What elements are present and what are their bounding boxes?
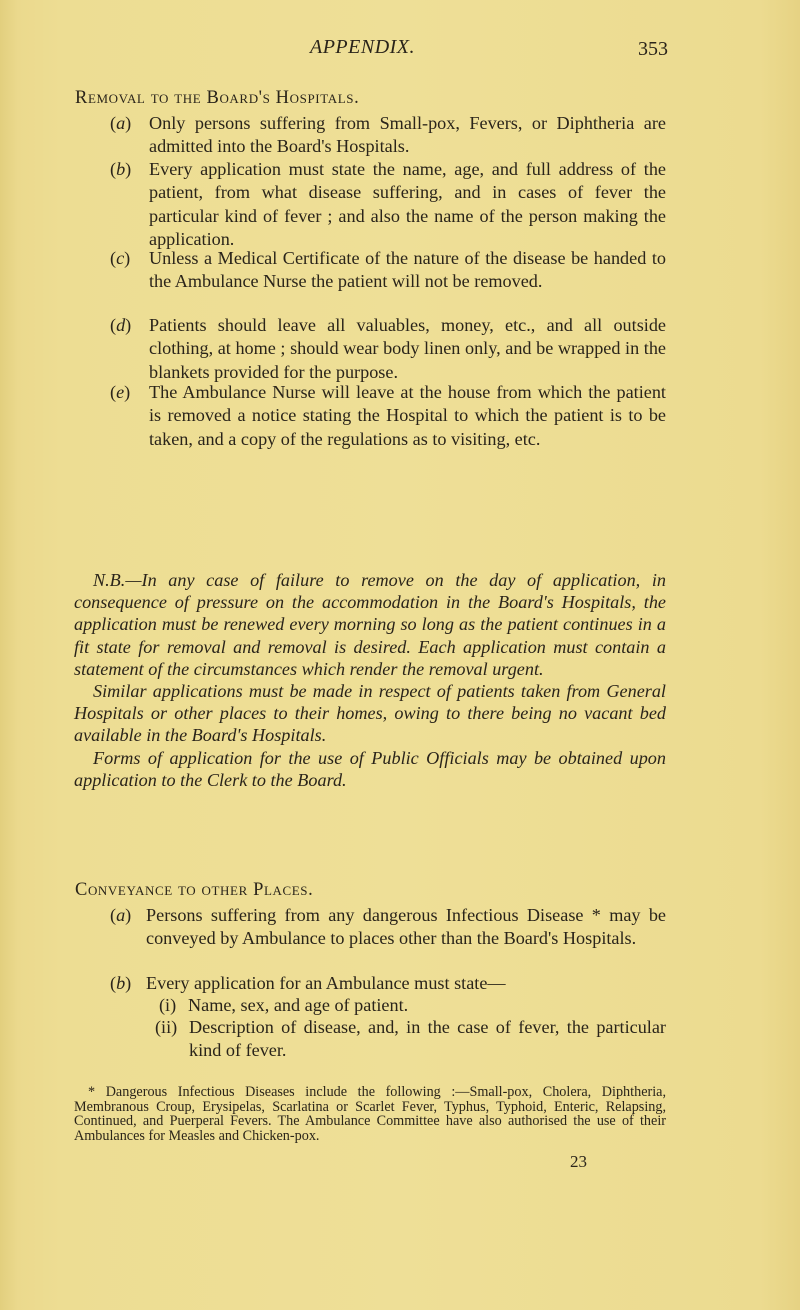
notes-block bbox=[74, 569, 666, 791]
footnote bbox=[74, 1085, 666, 1143]
clause-label: (b) bbox=[110, 159, 132, 179]
clause-text: Persons suffering from any dangerous Infectious Disease * may be conveyed by Ambulance to places other than the Board's Hospitals. bbox=[146, 905, 666, 949]
clause-label: (a) bbox=[110, 905, 132, 925]
removal-clause-e bbox=[110, 381, 666, 451]
subclause-text: Name, sex, and age of patient. bbox=[188, 995, 409, 1015]
clause-text: Unless a Medical Certificate of the nature of the disease be handed to the Ambulance Nurse the patient will not be removed. bbox=[149, 248, 666, 292]
clause-label: (a) bbox=[110, 113, 132, 133]
subclause-text bbox=[189, 1016, 666, 1061]
clause-label: (b) bbox=[110, 973, 132, 993]
subclause-label: (i) bbox=[159, 995, 177, 1015]
signature-mark bbox=[570, 1152, 587, 1172]
running-head bbox=[0, 36, 800, 66]
conveyance-subclause-ii bbox=[155, 1016, 666, 1061]
clause-label: (c) bbox=[110, 248, 131, 268]
subclause-text-body: Description of disease, and, in the case of fever, the particular kind of fever. bbox=[189, 1017, 666, 1060]
removal-clause-c bbox=[110, 247, 666, 294]
section-heading-conveyance: Conveyance to other Places. bbox=[75, 880, 314, 900]
section-heading-removal: Removal to the Board's Hospitals. bbox=[75, 88, 360, 108]
clause-label: (e) bbox=[110, 382, 131, 402]
clause-label: (d) bbox=[110, 315, 132, 335]
subclause-label: (ii) bbox=[155, 1017, 178, 1037]
conveyance-subclause-i bbox=[159, 994, 666, 1017]
removal-clause-b bbox=[110, 158, 666, 251]
page-number: 353 bbox=[638, 38, 668, 60]
footnote-text: * Dangerous Infectious Diseases include the following :—Small-pox, Cholera, Diphtheria, Membranous Croup, Erysipelas, Scarlatina or Scarlet Fever, Typhus, Typhoid, Enteric, Relapsing, Continued, and Puerperal Fevers. The Ambulance Committee have also authorised the use of their Ambulances for Measles and Chicken-pox. bbox=[74, 1084, 666, 1144]
conveyance-clause-b bbox=[110, 972, 666, 995]
clause-text: Every application must state the name, age, and full address of the patient, from what disease suffering, and in cases of fever the particular kind of fever ; and also the name of the person making the application. bbox=[149, 159, 666, 249]
removal-clause-d bbox=[110, 314, 666, 384]
clause-text: Only persons suffering from Small-pox, Fevers, or Diphtheria are admitted into the Board's Hospitals. bbox=[149, 113, 666, 157]
clause-text: Patients should leave all valuables, money, etc., and all outside clothing, at home ; should wear body linen only, and be wrapped in the blankets provided for the purpose. bbox=[149, 315, 666, 382]
running-title: APPENDIX. bbox=[310, 36, 416, 58]
clause-text: Every application for an Ambulance must state— bbox=[146, 973, 506, 993]
nb-paragraph: N.B.—In any case of failure to remove on the day of application, in consequence of pressure on the accommodation in the Board's Hospitals, the application must be renewed every morning so long as the patient continues in a fit state for removal and removal is desired. Each application must contain a statement of the circumstances which render the removal urgent. bbox=[74, 570, 666, 679]
clause-text: The Ambulance Nurse will leave at the house from which the patient is removed a notice stating the Hospital to which the patient is to be taken, and a copy of the regulations as to visiting, etc. bbox=[149, 382, 666, 449]
similar-applications-paragraph: Similar applications must be made in respect of patients taken from General Hospitals or other places to their homes, owing to there being no vacant bed available in the Board's Hospitals. bbox=[74, 681, 666, 746]
removal-clause-a bbox=[110, 112, 666, 159]
signature-number: 23 bbox=[570, 1152, 587, 1171]
conveyance-clause-a bbox=[110, 904, 666, 951]
forms-paragraph: Forms of application for the use of Public Officials may be obtained upon application to the Clerk to the Board. bbox=[74, 747, 666, 790]
